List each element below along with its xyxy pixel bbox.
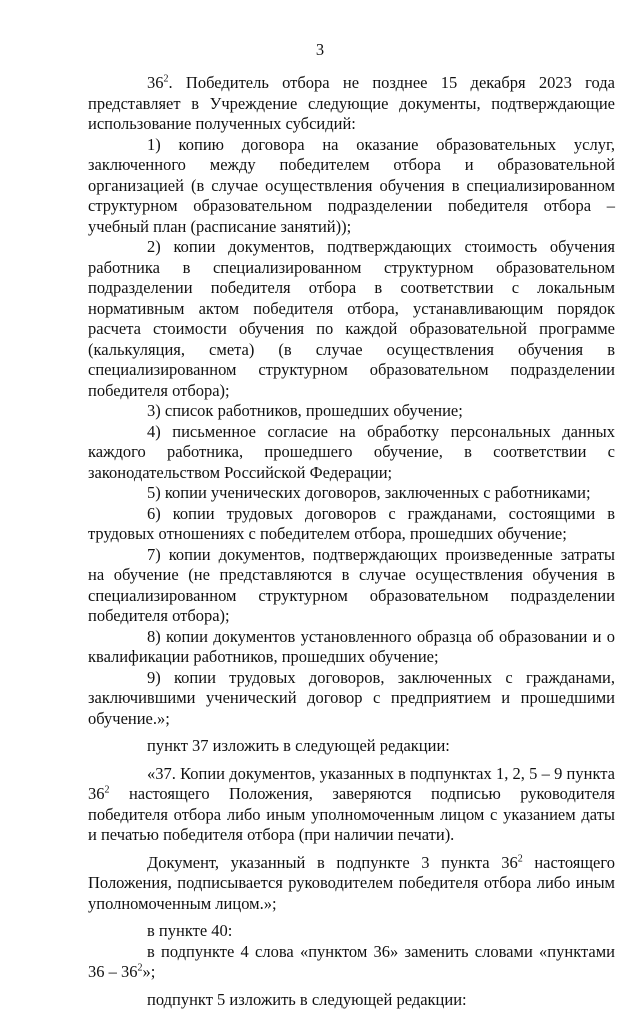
list-item-6: 6) копии трудовых договоров с гражданами, состоящими в трудовых отношениях с победителем отбора, прошедших обучение;: [88, 504, 615, 545]
document-body: [88, 73, 615, 1010]
list-item-4: 4) письменное согласие на обработку персональных данных каждого работника, прошедшего обучение, в соответствии с законодательством Российской Федерации;: [88, 422, 615, 484]
list-item-8: 8) копии документов установленного образца об образовании и о квалификации работников, прошедших обучение;: [88, 627, 615, 668]
list-item-1: 1) копию договора на оказание образовательных услуг, заключенного между победителем отбора и образовательной организацией (в случае осуществления обучения в специализированном структурном образовательном подразделении победителя отбора – учебный план (расписание занятий));: [88, 135, 615, 238]
list-item-3: 3) список работников, прошедших обучение;: [88, 401, 615, 422]
list-item-9: 9) копии трудовых договоров, заключенных с гражданами, заключившими ученический договор с предприятием и прошедшими обучение.»;: [88, 668, 615, 730]
paragraph-36-2: $36^2$. Победитель отбора не позднее 15 декабря 2023 года представляет в Учреждение следующие документы, подтверждающие использование полученных субсидий:: [88, 73, 615, 135]
paragraph-37: «37. Копии документов, указанных в подпунктах 1, 2, 5 – 9 пункта $36^2$ настоящего Положения, заверяются подписью руководителя победителя отбора либо иным уполномоченным лицом с указанием даты и печатью победителя отбора (при наличии печати).: [88, 764, 615, 846]
paragraph-document-signature: Документ, указанный в подпункте 3 пункта $36^2$ настоящего Положения, подписывается руководителем победителя отбора либо иным уполномоченным лицом.»;: [88, 853, 615, 915]
paragraph-40-intro: в пункте 40:: [88, 921, 615, 942]
paragraph-40-subitem-4: в подпункте 4 слова «пунктом 36» заменить словами «пунктами $36 - 36^2$»;: [88, 942, 615, 983]
paragraph-37-intro: пункт 37 изложить в следующей редакции:: [88, 736, 615, 757]
page-number: 3: [0, 40, 640, 61]
list-item-7: 7) копии документов, подтверждающих произведенные затраты на обучение (не представляются в случае осуществления обучения в специализированном структурном образовательном подразделении победителя отбора);: [88, 545, 615, 627]
list-item-2: 2) копии документов, подтверждающих стоимость обучения работника в специализированном структурном образовательном подразделении победителя отбора в соответствии с локальным нормативным актом победителя отбора, устанавливающим порядок расчета стоимости обучения по каждой образовательной программе (калькуляция, смета) (в случае осуществления обучения в специализированном структурном образовательном подразделении победителя отбора);: [88, 237, 615, 401]
list-item-5: 5) копии ученических договоров, заключенных с работниками;: [88, 483, 615, 504]
paragraph-subitem-5-intro: подпункт 5 изложить в следующей редакции:: [88, 990, 615, 1010]
